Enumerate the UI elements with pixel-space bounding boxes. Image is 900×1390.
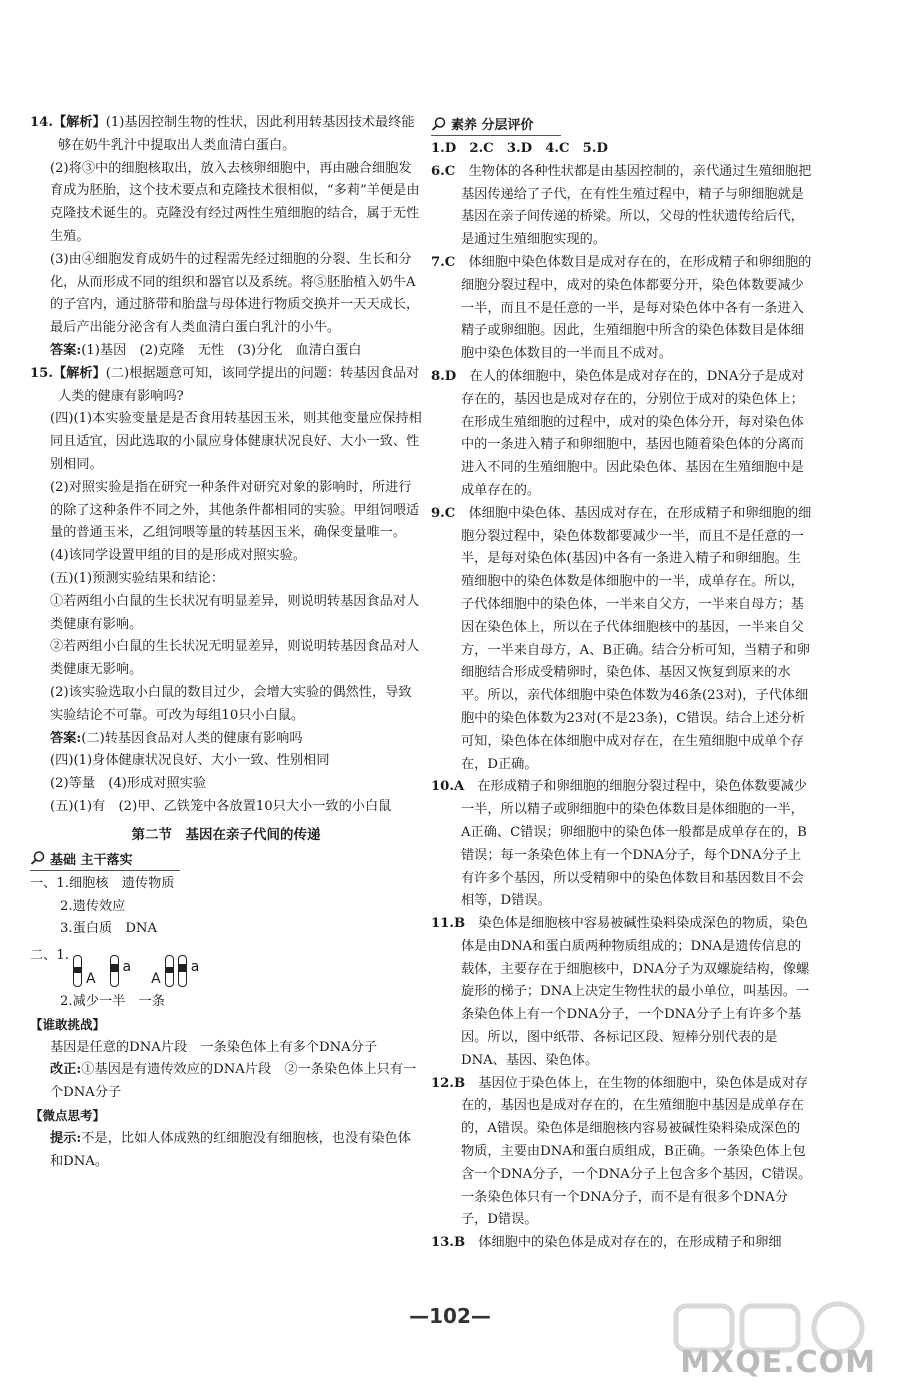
watermark-text: MXQE.COM bbox=[680, 1345, 876, 1380]
q15-line-6: ①若两组小白鼠的生长状况有明显差异，则说明转基因食品对人类健康有影响。 bbox=[50, 593, 420, 632]
basic-header-label: 基础 主干落实 bbox=[50, 852, 133, 868]
evaluation-header bbox=[431, 114, 813, 133]
challenge-statement: 基因是任意的DNA片段 一条染色体上有多个DNA分子 bbox=[50, 1039, 378, 1055]
q15-line-2: (四)(1)本实验变量是是否食用转基因玉米，则其他变量应保持相同且适宜，因此选取的小鼠应身体健康状况良好、大小一致、性别相同。 bbox=[50, 411, 422, 472]
allele-a-2: a bbox=[190, 959, 200, 976]
q15-answer-1: (二)转基因食品对人类的健康有影响吗 bbox=[81, 730, 303, 746]
item-8-text: 在人的体细胞中，染色体是成对存在的，DNA分子是成对存在的，基因也是成对存在的，分别位于成对的染色体上；在形成生殖细胞的过程中，成对的染色体分开，每对染色体中的一条进入精子和卵细胞中，基因也随着染色体的分离而进入不同的生殖细胞中。因此染色体、基因在生殖细胞中是成单存在的。 bbox=[461, 368, 805, 498]
answers-row: 1.D 2.C 3.D 4.C 5.D bbox=[431, 141, 608, 156]
think-hint bbox=[30, 1128, 422, 1174]
item-9 bbox=[431, 503, 813, 777]
magnifier-icon bbox=[431, 116, 447, 132]
q15-answer-2: (四)(1)身体健康状况良好、大小一致、性别相同 bbox=[50, 753, 330, 769]
magnifier-icon bbox=[30, 850, 46, 866]
item-12 bbox=[431, 1073, 813, 1233]
think-text: 不是，比如人体成熟的红细胞没有细胞核，也没有染色体和DNA。 bbox=[50, 1130, 411, 1169]
q14-answer-label: 答案: bbox=[50, 342, 82, 358]
q15-tag: 【解析】 bbox=[52, 365, 106, 381]
item-9-number: 9.C bbox=[431, 505, 456, 521]
item-7 bbox=[431, 252, 813, 366]
q15-line-7: ②若两组小白鼠的生长状况无明显差异，则说明转基因食品对人类健康无影响。 bbox=[50, 639, 420, 678]
part2-item-2: 2.减少一半 一条 bbox=[60, 994, 165, 1010]
q14-answer-text: (1)基因 (2)克隆 无性 (3)分化 血清白蛋白 bbox=[81, 342, 362, 358]
part2-label: 二、1. bbox=[30, 948, 69, 964]
q14-paragraph bbox=[30, 112, 422, 158]
item-12-number: 12.B bbox=[431, 1075, 466, 1091]
basic-header bbox=[30, 849, 422, 868]
q14-tag: 【解析】 bbox=[52, 115, 106, 130]
q15-answer-3: (2)等量 (4)形成对照实验 bbox=[50, 776, 207, 792]
challenge-fix-label: 改正: bbox=[50, 1062, 82, 1078]
part1-item-1 bbox=[30, 873, 422, 896]
think-label: 提示: bbox=[50, 1130, 82, 1146]
chromosome-left-1 bbox=[73, 955, 82, 987]
q15-line-8: (2)该实验选取小白鼠的数目过少，会增大实验的偶然性，导致实验结论不可靠。可改为每组10只小白鼠。 bbox=[50, 684, 412, 723]
q15-line-3: (2)对照实验是指在研究一种条件对研究对象的影响时，所进行的除了这种条件不同之外，其他条件都相同的实验。甲组饲喂适量的普通玉米，乙组饲喂等量的转基因玉米，确保变量唯一。 bbox=[50, 479, 420, 541]
evaluation-header-label: 素养 分层评价 bbox=[451, 118, 534, 133]
basic-header-underline bbox=[30, 870, 180, 871]
section-title: 第二节 基因在亲子代间的传递 bbox=[131, 826, 321, 843]
q15-line-1: (二)根据题意可知，该同学提出的问题：转基因食品对人类的健康有影响吗? bbox=[58, 365, 420, 404]
item-8 bbox=[431, 366, 813, 503]
item-13 bbox=[431, 1232, 813, 1255]
q15-answer-4: (五)(1)有 (2)甲、乙铁笼中各放置10只大小一致的小白鼠 bbox=[50, 798, 392, 814]
q15-paragraph bbox=[30, 363, 422, 409]
challenge-fix-text: ①基因是有遗传效应的DNA片段 ②一条染色体上只有一个DNA分子 bbox=[50, 1062, 417, 1101]
allele-A-1: A bbox=[85, 971, 96, 988]
item-7-number: 7.C bbox=[431, 254, 456, 270]
left-column bbox=[30, 112, 422, 1173]
chromosome-figure bbox=[73, 947, 199, 987]
item-6-number: 6.C bbox=[431, 163, 456, 179]
q15-answer bbox=[30, 728, 422, 751]
part1-text-1: 1.细胞核 遗传物质 bbox=[56, 875, 175, 891]
item-11-text: 染色体是细胞核中容易被碱性染料染成深色的物质，染色体是由DNA和蛋白质两种物质组成的；DNA是遗传信息的载体，主要存在于细胞核中，DNA分子为双螺旋结构，像螺旋形的梯子；DNA上决定生物性状的最小单位，叫基因。一条染色体上有一个DNA分子，一个DNA分子上有许多个基因。所以，图中纸带、各标记区段、短棒分别代表的是DNA、基因、染色体。 bbox=[461, 916, 810, 1068]
q15-number: 15. bbox=[30, 365, 53, 381]
part1-item-2: 2.遗传效应 bbox=[60, 898, 126, 914]
q14-line-3: (3)由④细胞发育成奶牛的过程需先经过细胞的分裂、生长和分化，从而形成不同的组织和器官以及系统。将⑤胚胎植入奶牛A的子宫内，通过脐带和胎盘与母体进行物质交换并一天天成长，最后产出能分泌含有人类血清白蛋白乳汁的小牛。 bbox=[50, 251, 420, 336]
item-10-number: 10.A bbox=[431, 779, 465, 795]
challenge-fix bbox=[30, 1059, 422, 1105]
part2-row bbox=[30, 941, 422, 987]
challenge-title: 【谁敢挑战】 bbox=[30, 1016, 106, 1032]
item-13-number: 13.B bbox=[431, 1235, 466, 1251]
item-10-text: 在形成精子和卵细胞的细胞分裂过程中，染色体数要减少一半，所以精子或卵细胞中的染色体数目是体细胞的一半，A正确、C错误；卵细胞中的染色体一般都是成单存在的，B错误；每一条染色体上有一个DNA分子，每个DNA分子上有许多个基因，所以受精卵中的染色体数目和基因数目不会相等，D错误。 bbox=[461, 779, 808, 909]
q15-answer-label: 答案: bbox=[50, 730, 82, 746]
q14-line-2: (2)将③中的细胞核取出，放入去核卵细胞中，再由融合细胞发育成为胚胎，这个技术要点和克隆技术很相似，“多莉”羊便是由克隆技术诞生的。克隆没有经过两性生殖细胞的结合，属于无性生殖。 bbox=[50, 160, 420, 244]
think-title: 【微点思考】 bbox=[30, 1108, 106, 1124]
q15-line-4: (4)该同学设置甲组的目的是形成对照实验。 bbox=[50, 548, 307, 564]
item-10 bbox=[431, 776, 813, 913]
item-11 bbox=[431, 913, 813, 1073]
q14-line-1: (1)基因控制生物的性状，因此利用转基因技术最终能够在奶牛乳汁中提取出人类血清白蛋白。 bbox=[58, 115, 415, 153]
item-7-text: 体细胞中染色体数目是成对存在的，在形成精子和卵细胞的细胞分裂过程中，成对的染色体都要分开，染色体数要减少一半，而且不是任意的一半，是每对染色体中各有一条进入精子或卵细胞。因此，生殖细胞中所含的染色体数目是体细胞中染色体数目的一半而且不成对。 bbox=[461, 254, 812, 362]
part1-item-3: 3.蛋白质 DNA bbox=[60, 921, 157, 937]
chromosome-right-1 bbox=[110, 955, 119, 987]
item-12-text: 基因位于染色体上，在生物的体细胞中，染色体是成对存在的，基因也是成对存在的，在生殖细胞中基因是成单存在的，A错误。染色体是细胞核内容易被碱性染料染成深色的物质，主要由DNA和蛋白质组成，B正确。一条染色体上包含一个DNA分子，一个DNA分子上包含多个基因，C错误。一条染色体只有一个DNA分子，而不是有很多个DNA分子，D错误。 bbox=[461, 1075, 812, 1228]
page-number: —102— bbox=[409, 1304, 491, 1328]
item-9-text: 体细胞中染色体、基因成对存在，在形成精子和卵细胞的细胞分裂过程中，染色体数都要减少一半，而且不是任意的一半，是每对染色体(基因)中各有一条进入精子和卵细胞。生殖细胞中的染色体数是体细胞中的一半，成单存在。所以，子代体细胞中的染色体，一半来自父方，一半来自母方；基因在染色体上，所以在子代体细胞核中的基因，一半来自父方，一半来自母方，A、B正确。结合分析可知，当精子和卵细胞结合形成受精卵时，染色体、基因又恢复到原来的水平。所以，亲代体细胞中染色体数为46条(23对)，子代体细胞中的染色体数为23对(不是23条)，C错误。结合上述分析可知，染色体在体细胞中成对存在，在生殖细胞中成单个存在，D正确。 bbox=[461, 505, 812, 772]
item-8-number: 8.D bbox=[431, 368, 457, 384]
chromosome-right-2 bbox=[178, 955, 187, 987]
allele-A-2: A bbox=[151, 971, 161, 988]
chromosome-left-2 bbox=[165, 955, 174, 987]
q14-answer bbox=[30, 340, 422, 363]
item-6-text: 生物体的各种性状都是由基因控制的，亲代通过生殖细胞把基因传递给了子代，在有性生殖过程中，精子与卵细胞就是基因在亲子间传递的桥梁。所以，父母的性状遗传给后代，是通过生殖细胞实现的。 bbox=[461, 163, 812, 248]
item-11-number: 11.B bbox=[431, 916, 466, 932]
q14-number: 14. bbox=[30, 115, 53, 130]
item-13-text: 体细胞中的染色体是成对存在的，在形成精子和卵细 bbox=[478, 1235, 782, 1251]
right-column bbox=[431, 112, 813, 1255]
part1-label: 一、 bbox=[30, 875, 57, 891]
item-6 bbox=[431, 161, 813, 252]
evaluation-header-underline bbox=[431, 135, 561, 136]
allele-a-1: a bbox=[122, 959, 132, 976]
q15-line-5: (五)(1)预测实验结果和结论： bbox=[50, 570, 225, 586]
